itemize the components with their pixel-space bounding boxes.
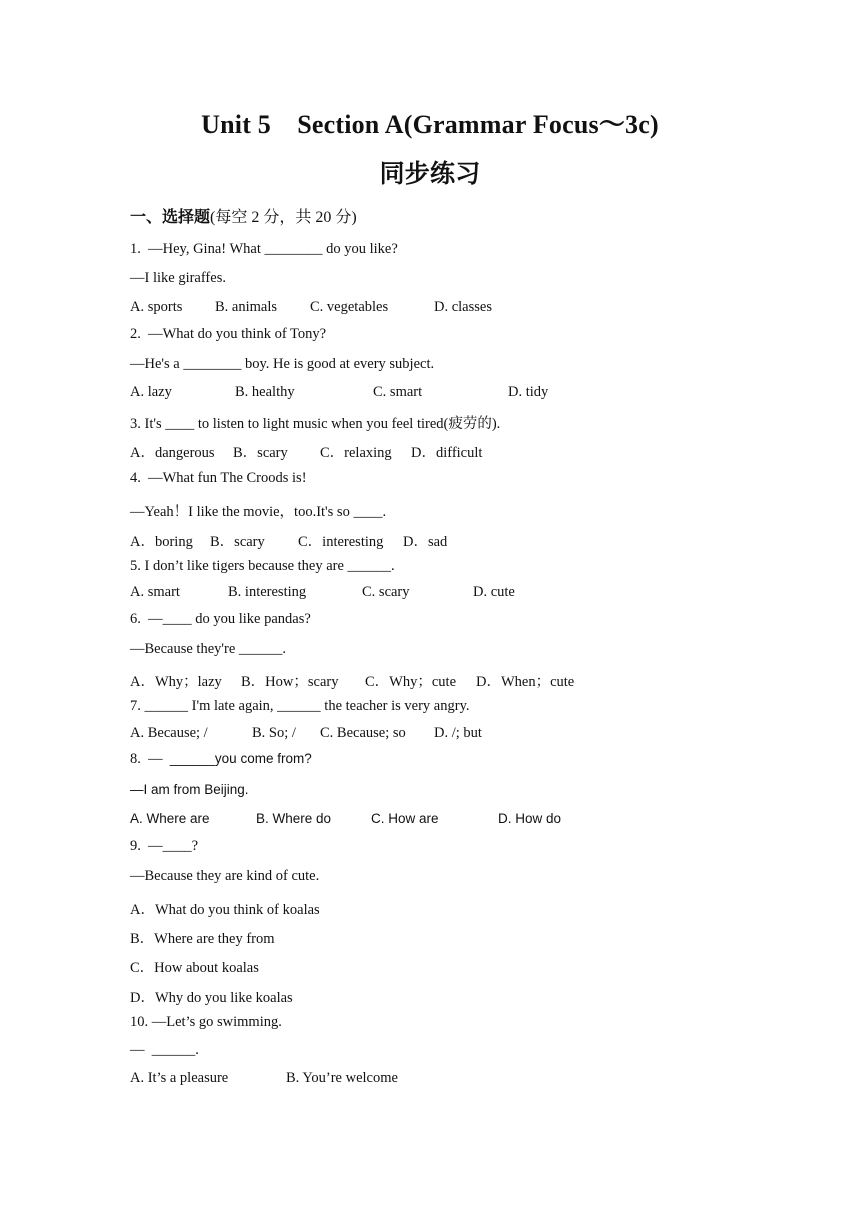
question-7-option-d: D. /; but xyxy=(434,725,482,741)
question-5-option-a: A. smart xyxy=(130,584,180,600)
question-8-number: 8. — xyxy=(130,751,170,767)
question-2-stem: 2. —What do you think of Tony? xyxy=(130,326,327,342)
page-subtitle: 同步练习 xyxy=(379,161,481,188)
question-8-reply: —I am from Beijing. xyxy=(130,782,249,797)
section-heading-note: (每空 2 分，共 20 分) xyxy=(210,209,357,226)
question-9-option-c: C．How about koalas xyxy=(130,960,259,976)
section-heading-label: 一、选择题 xyxy=(130,209,211,226)
question-1-stem: 1. —Hey, Gina! What ________ do you like? xyxy=(130,241,398,257)
page-title: Unit 5 Section A(Grammar Focus～3c) xyxy=(201,110,659,139)
question-10-option-b: B. You’re welcome xyxy=(286,1070,398,1086)
question-7-stem: 7. ______ I'm late again, ______ the teacher is very angry. xyxy=(130,698,470,714)
question-8-option-c: C. How are xyxy=(371,811,439,826)
question-3-stem: 3. It's ____ to listen to light music when you feel tired(疲劳的). xyxy=(130,416,501,432)
question-10-reply: — ______. xyxy=(130,1042,199,1058)
question-6-option-a: A．Why；lazy xyxy=(130,674,222,690)
section-heading xyxy=(130,204,357,227)
question-5-option-b: B. interesting xyxy=(228,584,307,600)
question-4-stem: 4. —What fun The Croods is! xyxy=(130,470,307,486)
question-2-option-b: B. healthy xyxy=(235,384,295,400)
question-8-stem xyxy=(130,751,312,768)
question-9-option-b: B．Where are they from xyxy=(130,931,275,947)
question-8-option-a: A. Where are xyxy=(130,811,210,826)
question-2-reply: —He's a ________ boy. He is good at every subject. xyxy=(130,356,435,372)
question-9-reply: —Because they are kind of cute. xyxy=(130,868,320,884)
question-10-option-a: A. It’s a pleasure xyxy=(130,1070,229,1086)
question-4-option-d: D．sad xyxy=(403,534,448,550)
question-9-stem: 9. —____? xyxy=(130,838,199,854)
question-4-option-c: C．interesting xyxy=(298,534,384,550)
question-8-option-d: D. How do xyxy=(498,811,562,826)
question-3-option-b: B．scary xyxy=(233,445,288,461)
question-7-option-a: A. Because; / xyxy=(130,725,208,741)
question-6-reply: —Because they're ______. xyxy=(130,641,287,657)
question-1-option-c: C. vegetables xyxy=(310,299,389,315)
question-9-option-a: A．What do you think of koalas xyxy=(130,902,320,918)
question-2-option-a: A. lazy xyxy=(130,384,172,400)
question-4-option-a: A．boring xyxy=(130,534,193,550)
question-9-option-d: D．Why do you like koalas xyxy=(130,990,293,1006)
question-8-option-b: B. Where do xyxy=(256,811,332,826)
question-6-option-d: D．When；cute xyxy=(476,674,575,690)
question-4-reply: —Yeah！I like the movie，too.It's so ____. xyxy=(130,504,387,520)
question-3-option-c: C．relaxing xyxy=(320,445,392,461)
question-5-option-d: D. cute xyxy=(473,584,515,600)
question-8-text: ______you come from? xyxy=(169,751,312,766)
question-6-stem: 6. —____ do you like pandas? xyxy=(130,611,311,627)
question-4-option-b: B．scary xyxy=(210,534,265,550)
question-5-option-c: C. scary xyxy=(362,584,410,600)
question-5-stem: 5. I don’t like tigers because they are ______. xyxy=(130,558,395,574)
question-3-option-d: D．difficult xyxy=(411,445,483,461)
question-1-option-a: A. sports xyxy=(130,299,183,315)
question-1-option-b: B. animals xyxy=(215,299,278,315)
question-10-stem: 10. —Let’s go swimming. xyxy=(130,1014,282,1030)
question-2-option-c: C. smart xyxy=(373,384,423,400)
question-1-reply: —I like giraffes. xyxy=(130,270,226,286)
question-7-option-b: B. So; / xyxy=(252,725,296,741)
question-3-option-a: A．dangerous xyxy=(130,445,215,461)
question-6-option-c: C．Why；cute xyxy=(365,674,457,690)
question-1-option-d: D. classes xyxy=(434,299,492,315)
question-6-option-b: B．How；scary xyxy=(241,674,339,690)
question-2-option-d: D. tidy xyxy=(508,384,549,400)
question-7-option-c: C. Because; so xyxy=(320,725,406,741)
